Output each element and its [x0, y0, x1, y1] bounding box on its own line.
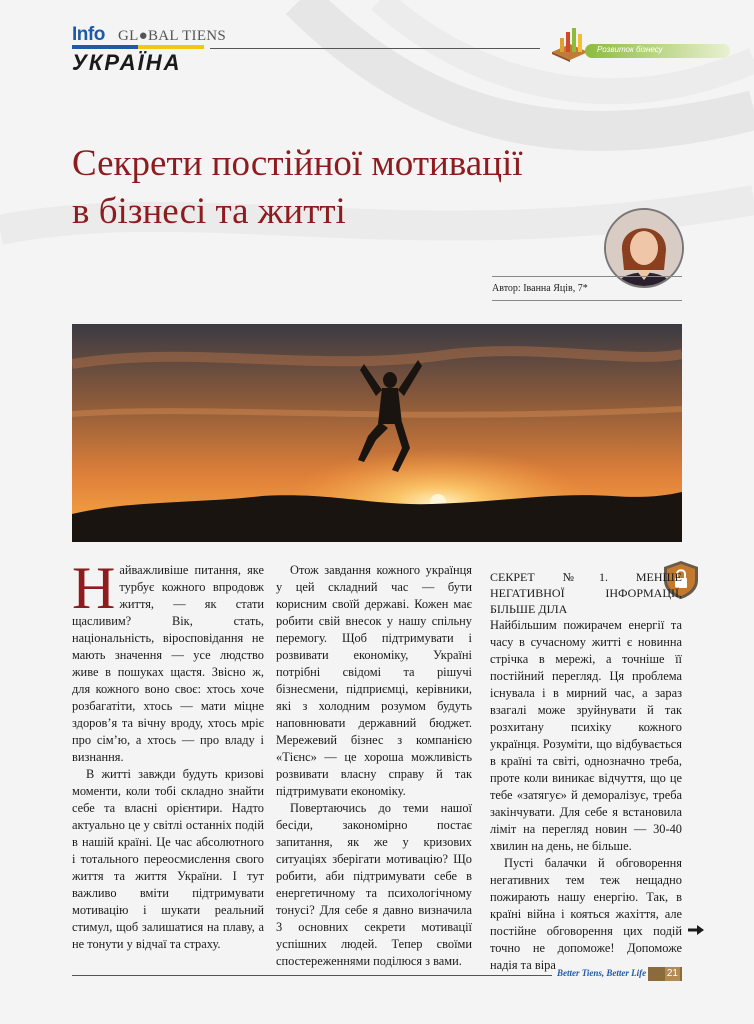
logo-info-text: Info	[72, 24, 105, 45]
title-line-1: Секрети постійної мотивації	[72, 143, 523, 184]
article-title	[72, 140, 632, 236]
paragraph: Отож завдання кожного українця у цей складний час — бути корисним своїй державі. Кожен має робити свій внесок у нашу спільну перемогу. Щоб підтримувати і розвивати економіку, Україні потрібні свідомі та рішучі бізнесмени, підприємці, керівники, які з холодним розумом будуть наповнювати державний бюджет. Мережевий бізнес з компанією «Тієнс» — це хороша можливість розвивати власну справу й так підтримувати економіку.	[276, 563, 472, 798]
author-credit: Автор: Іванна Яців, 7*	[492, 283, 588, 294]
section-label: Розвиток бізнесу	[597, 45, 663, 54]
article-column-2	[276, 562, 472, 970]
magazine-logo	[72, 24, 252, 80]
author-rule-top	[492, 276, 682, 277]
paragraph-intro-text: айважливіше питання, яке турбує кожного впродовж життя, — як стати щасливим? Вік, стать, національність, віросповідання не мають значення — усе людство живе в пошуках щастя. Звісно ж, для кожного воно своє: хтось хоче розбагатіти, хтось — мати міцне здоров’я та вічну вроду, хтось мріє про сім’ю, а хтось — про владу і визнання.	[72, 563, 264, 764]
author-rule-bottom	[492, 300, 682, 301]
hero-sunset-jump-image	[72, 324, 682, 542]
page-number-tab	[648, 967, 682, 981]
footer-rule	[72, 975, 552, 976]
paragraph: Найбільшим пожирачем енергії та часу в сучасному житті є новинна стрічка в мережі, а точніше її постійний перегляд. Ця проблема існувала і в мирний час, а зараз взагалі може зруйнувати й так розхитану психіку кожного українця. Розуміти, що відбувається в країні та світі, однозначно треба, проте коли виникає відчуття, що це тебе «затягує» й деморалізує, треба закінчувати. Для себе я встановила ліміт на перегляд новин — 30-40 хвилин на день, не більше.	[490, 618, 682, 853]
paragraph-intro	[72, 555, 264, 766]
logo-global-tiens-text: GL●BAL TIENS	[118, 28, 227, 44]
page-number: 21	[666, 968, 678, 979]
footer-slogan: Better Tiens, Better Life	[557, 968, 647, 978]
author-portrait	[606, 210, 682, 286]
article-column-1	[72, 555, 264, 953]
business-growth-icon	[550, 24, 590, 62]
logo-flag-bar	[72, 45, 204, 49]
article-column-3	[490, 569, 682, 974]
paragraph: Повертаючись до теми нашої бесіди, закономірно постає запитання, як же у кризових ситуаціях зберігати мотивацію? Що робити, аби підтримувати себе в енергетичному та психологічному тонусі? Для себе я давно визначила 3 основних секрети мотивації успішних людей. Тепер своїми спостереженнями поділюся з вами.	[276, 801, 472, 968]
secret-1-heading: СЕКРЕТ №1. МЕНШЕ НЕГАТИВНОЇ ІНФОРМАЦІЇ, БІЛЬШЕ ДІЛА	[490, 570, 682, 616]
paragraph: В житті завжди будуть кризові моменти, коли тобі складно знайти себе та власні орієнтири. Надто актуально це у світлі останніх подій в нашій країні. Це час абсолютного і тотального переосмислення свого життя та життя України. І тут важливо вміти підтримувати мотивацію і шукати реальний стимул, щоб залишатися на плаву, а не тонути у відчаї та страху.	[72, 767, 264, 951]
title-line-2: в бізнесі та житті	[72, 191, 346, 232]
header-rule	[210, 48, 540, 49]
logo-country-text: УКРАЇНА	[72, 50, 182, 75]
paragraph: Пусті балачки й обговорення негативних тем теж нещадно пожирають нашу енергію. Так, в країні війна і кояться жахіття, але постійне обговорення цих подій точно не допоможе! Допоможе надія та віра	[490, 856, 682, 972]
continue-arrow-icon	[688, 925, 704, 935]
drop-cap: Н	[72, 555, 116, 621]
